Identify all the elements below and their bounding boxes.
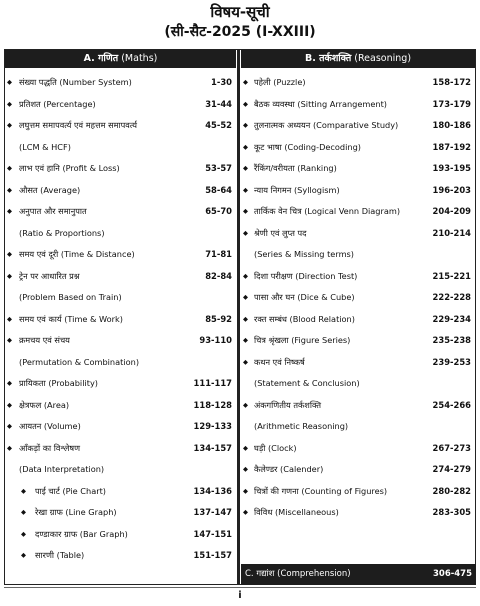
toc-page-range: 118-128 (193, 399, 232, 410)
toc-topic: पहेली (Puzzle) (254, 77, 306, 87)
reasoning-topic-list (241, 72, 475, 524)
toc-topic: समय एवं कार्य (Time & Work) (19, 313, 123, 324)
toc-topic: औसत (Average) (19, 184, 81, 195)
toc-row (241, 223, 475, 245)
diamond-bullet-icon: ◆ (243, 486, 248, 495)
diamond-bullet-icon: ◆ (243, 142, 248, 151)
toc-row (241, 201, 475, 223)
reasoning-section-header (241, 50, 475, 68)
toc-row (241, 330, 475, 352)
maths-header-suffix: (Maths) (121, 53, 158, 64)
toc-row (5, 137, 236, 159)
diamond-bullet-icon: ◆ (7, 379, 12, 387)
diamond-bullet-icon: ◆ (21, 508, 26, 516)
toc-topic: (Statement & Conclusion) (254, 378, 360, 388)
toc-topic: (Arithmetic Reasoning) (254, 421, 349, 431)
reasoning-header-prefix: B. तर्कशक्ति (304, 53, 352, 64)
diamond-bullet-icon: ◆ (243, 465, 248, 473)
toc-row (5, 72, 236, 94)
toc-topic: श्रेणी एवं लुप्त पद (254, 227, 307, 238)
toc-row (5, 545, 236, 567)
toc-topic: दिशा परीक्षण (Direction Test) (254, 270, 358, 281)
toc-row (5, 352, 236, 374)
diamond-bullet-icon: ◆ (7, 78, 12, 86)
toc-page-range: 173-179 (432, 98, 471, 109)
toc-row (241, 438, 475, 460)
toc-topic: आँकड़ों का विश्लेषण (19, 442, 81, 453)
toc-topic: तुलनात्मक अध्ययन (Comparative Study) (254, 120, 399, 130)
toc-row (5, 373, 236, 395)
toc-row (241, 244, 475, 266)
toc-page-range: 65-70 (205, 206, 232, 216)
toc-page-range: 280-282 (432, 485, 471, 496)
diamond-bullet-icon: ◆ (7, 422, 12, 430)
diamond-bullet-icon: ◆ (7, 314, 12, 323)
maths-section-header (5, 50, 236, 68)
diamond-bullet-icon: ◆ (243, 443, 248, 452)
toc-row (241, 502, 475, 524)
toc-topic: चित्रों की गणना (Counting of Figures) (254, 485, 388, 496)
toc-row (5, 94, 236, 116)
diamond-bullet-icon: ◆ (243, 99, 248, 108)
toc-row (241, 287, 475, 309)
toc-row (241, 352, 475, 374)
toc-page-range: 235-238 (432, 335, 471, 345)
toc-row (5, 309, 236, 331)
toc-page-range: 45-52 (205, 120, 232, 130)
toc-page-range: 274-279 (432, 464, 471, 474)
diamond-bullet-icon: ◆ (243, 357, 248, 366)
toc-row (241, 115, 475, 137)
toc-topic: कैलेण्डर (Calender) (254, 464, 324, 474)
toc-topic: तार्किक वेन चित्र (Logical Venn Diagram) (254, 206, 401, 216)
toc-row (5, 180, 236, 202)
toc-row (241, 94, 475, 116)
toc-row (5, 244, 236, 266)
toc-topic: लाभ एवं हानि (Profit & Loss) (19, 163, 120, 173)
toc-row (5, 438, 236, 460)
toc-page-range: 210-214 (432, 227, 471, 238)
toc-topic: बैठक व्यवस्था (Sitting Arrangement) (254, 98, 387, 109)
reasoning-header-suffix: (Reasoning) (354, 53, 412, 64)
toc-topic: (Permutation & Combination) (19, 356, 140, 367)
diamond-bullet-icon: ◆ (7, 271, 12, 280)
toc-topic: (Problem Based on Train) (19, 292, 122, 302)
toc-page-range: 222-228 (432, 292, 471, 302)
diamond-bullet-icon: ◆ (243, 78, 248, 86)
toc-page-range: 71-81 (205, 249, 232, 259)
maths-column (5, 50, 236, 567)
diamond-bullet-icon: ◆ (7, 400, 12, 409)
toc-topic: कूट भाषा (Coding-Decoding) (254, 141, 361, 152)
page-number: i (238, 590, 242, 601)
toc-page-range: 187-192 (432, 141, 471, 152)
toc-page-range: 204-209 (432, 206, 471, 216)
toc-page-range: 111-117 (193, 378, 232, 388)
toc-row (5, 115, 236, 137)
toc-row (241, 137, 475, 159)
toc-row (5, 502, 236, 524)
toc-row (241, 481, 475, 503)
toc-topic: संख्या पद्धति (Number System) (19, 77, 132, 87)
diamond-bullet-icon: ◆ (7, 250, 12, 258)
toc-page-range: 147-151 (193, 528, 232, 539)
toc-page-range: 193-195 (432, 163, 471, 173)
diamond-bullet-icon: ◆ (243, 207, 248, 215)
diamond-bullet-icon: ◆ (243, 271, 248, 280)
maths-header-prefix: A. गणित (83, 53, 119, 64)
toc-row (5, 416, 236, 438)
toc-page-range: 151-157 (193, 550, 232, 560)
toc-row (241, 266, 475, 288)
diamond-bullet-icon: ◆ (7, 185, 12, 194)
comprehension-label: C. गद्यांश (Comprehension) (245, 569, 351, 579)
toc-row (241, 459, 475, 481)
column-divider (237, 49, 240, 585)
toc-row (5, 481, 236, 503)
reasoning-column (241, 50, 475, 524)
toc-topic: प्रायिकता (Probability) (19, 378, 98, 388)
toc-page-range: 254-266 (432, 399, 471, 410)
toc-row (241, 395, 475, 417)
toc-topic: प्रतिशत (Percentage) (19, 98, 96, 109)
toc-row (241, 309, 475, 331)
toc-topic: चित्र श्रृंखला (Figure Series) (254, 335, 351, 345)
toc-topic: सारणी (Table) (35, 550, 85, 560)
toc-topic: पासा और घन (Dice & Cube) (254, 292, 355, 302)
toc-page-range: 239-253 (432, 356, 471, 367)
toc-row (5, 201, 236, 223)
diamond-bullet-icon: ◆ (243, 228, 248, 237)
diamond-bullet-icon: ◆ (21, 529, 26, 538)
toc-page-range: 1-30 (211, 77, 232, 87)
toc-row (5, 158, 236, 180)
comprehension-section-header (241, 564, 476, 585)
toc-topic: समय एवं दूरी (Time & Distance) (19, 249, 135, 259)
toc-page-range: 229-234 (432, 313, 471, 324)
toc-page-range: 196-203 (432, 184, 471, 195)
diamond-bullet-icon: ◆ (243, 400, 248, 409)
diamond-bullet-icon: ◆ (243, 164, 248, 172)
toc-topic: क्रमचय एवं संचय (19, 335, 70, 345)
diamond-bullet-icon: ◆ (243, 314, 248, 323)
diamond-bullet-icon: ◆ (7, 99, 12, 108)
toc-row (5, 330, 236, 352)
diamond-bullet-icon: ◆ (243, 293, 248, 301)
toc-topic: (Ratio & Proportions) (19, 227, 105, 238)
toc-topic: (Data Interpretation) (19, 464, 105, 474)
toc-topic: अंकगणितीय तर्कशक्ति (254, 399, 322, 410)
toc-page-range: 137-147 (193, 507, 232, 517)
toc-row (241, 158, 475, 180)
toc-topic: ट्रेन पर आधारित प्रश्न (19, 270, 80, 281)
toc-topic: पाई चार्ट (Pie Chart) (35, 485, 107, 496)
toc-row (5, 287, 236, 309)
toc-topic: दण्डाकार ग्राफ (Bar Graph) (35, 528, 128, 539)
toc-page-range: 134-136 (193, 485, 232, 496)
diamond-bullet-icon: ◆ (7, 443, 12, 452)
page-subtitle: (सी-सैट-2025 (I-XXIII) (164, 24, 316, 40)
toc-page-range: 215-221 (432, 270, 471, 281)
toc-topic: (Series & Missing terms) (254, 249, 355, 259)
toc-page-range: 283-305 (432, 507, 471, 517)
toc-page-range: 129-133 (193, 421, 232, 431)
toc-row (5, 223, 236, 245)
toc-page-range: 180-186 (432, 120, 471, 130)
diamond-bullet-icon: ◆ (7, 164, 12, 172)
toc-page-range: 267-273 (432, 442, 471, 453)
toc-topic: आयतन (Volume) (19, 421, 81, 431)
toc-page-range: 58-64 (205, 184, 232, 195)
diamond-bullet-icon: ◆ (7, 121, 12, 129)
diamond-bullet-icon: ◆ (7, 336, 12, 344)
toc-row (241, 72, 475, 94)
toc-page-range: 158-172 (432, 77, 471, 87)
comprehension-pages: 306-475 (432, 569, 472, 579)
toc-topic: विविध (Miscellaneous) (254, 507, 339, 517)
toc-page-range: 134-157 (193, 442, 232, 453)
toc-topic: रेखा ग्राफ (Line Graph) (35, 507, 117, 517)
toc-page-range: 31-44 (205, 98, 232, 109)
toc-topic: कथन एवं निष्कर्ष (254, 356, 305, 367)
toc-topic: घड़ी (Clock) (254, 442, 297, 453)
diamond-bullet-icon: ◆ (243, 121, 248, 129)
toc-row (5, 395, 236, 417)
footer-rule (4, 587, 476, 588)
toc-row (5, 459, 236, 481)
page-title: विषय-सूची (210, 3, 270, 21)
diamond-bullet-icon: ◆ (243, 508, 248, 516)
toc-topic: न्याय निगमन (Syllogism) (254, 184, 340, 195)
toc-page-range: 85-92 (205, 313, 232, 324)
diamond-bullet-icon: ◆ (7, 207, 12, 215)
toc-row (241, 180, 475, 202)
toc-topic: रैंकिंग/वरीयता (Ranking) (254, 163, 337, 173)
maths-topic-list (5, 72, 236, 567)
toc-topic: लघुत्तम समापवर्त्य एवं महत्तम समापवर्त्य (19, 120, 137, 130)
toc-page-range: 93-110 (199, 335, 232, 345)
diamond-bullet-icon: ◆ (21, 486, 26, 495)
diamond-bullet-icon: ◆ (243, 336, 248, 344)
toc-topic: (LCM & HCF) (19, 141, 71, 152)
toc-page-range: 53-57 (205, 163, 232, 173)
diamond-bullet-icon: ◆ (243, 185, 248, 194)
toc-row (241, 416, 475, 438)
toc-row (241, 373, 475, 395)
diamond-bullet-icon: ◆ (21, 551, 26, 559)
toc-topic: अनुपात और समानुपात (19, 206, 87, 216)
toc-page-range: 82-84 (205, 270, 232, 281)
toc-topic: रक्त सम्बंध (Blood Relation) (254, 313, 355, 324)
toc-topic: क्षेत्रफल (Area) (19, 399, 70, 410)
toc-row (5, 524, 236, 546)
toc-row (5, 266, 236, 288)
